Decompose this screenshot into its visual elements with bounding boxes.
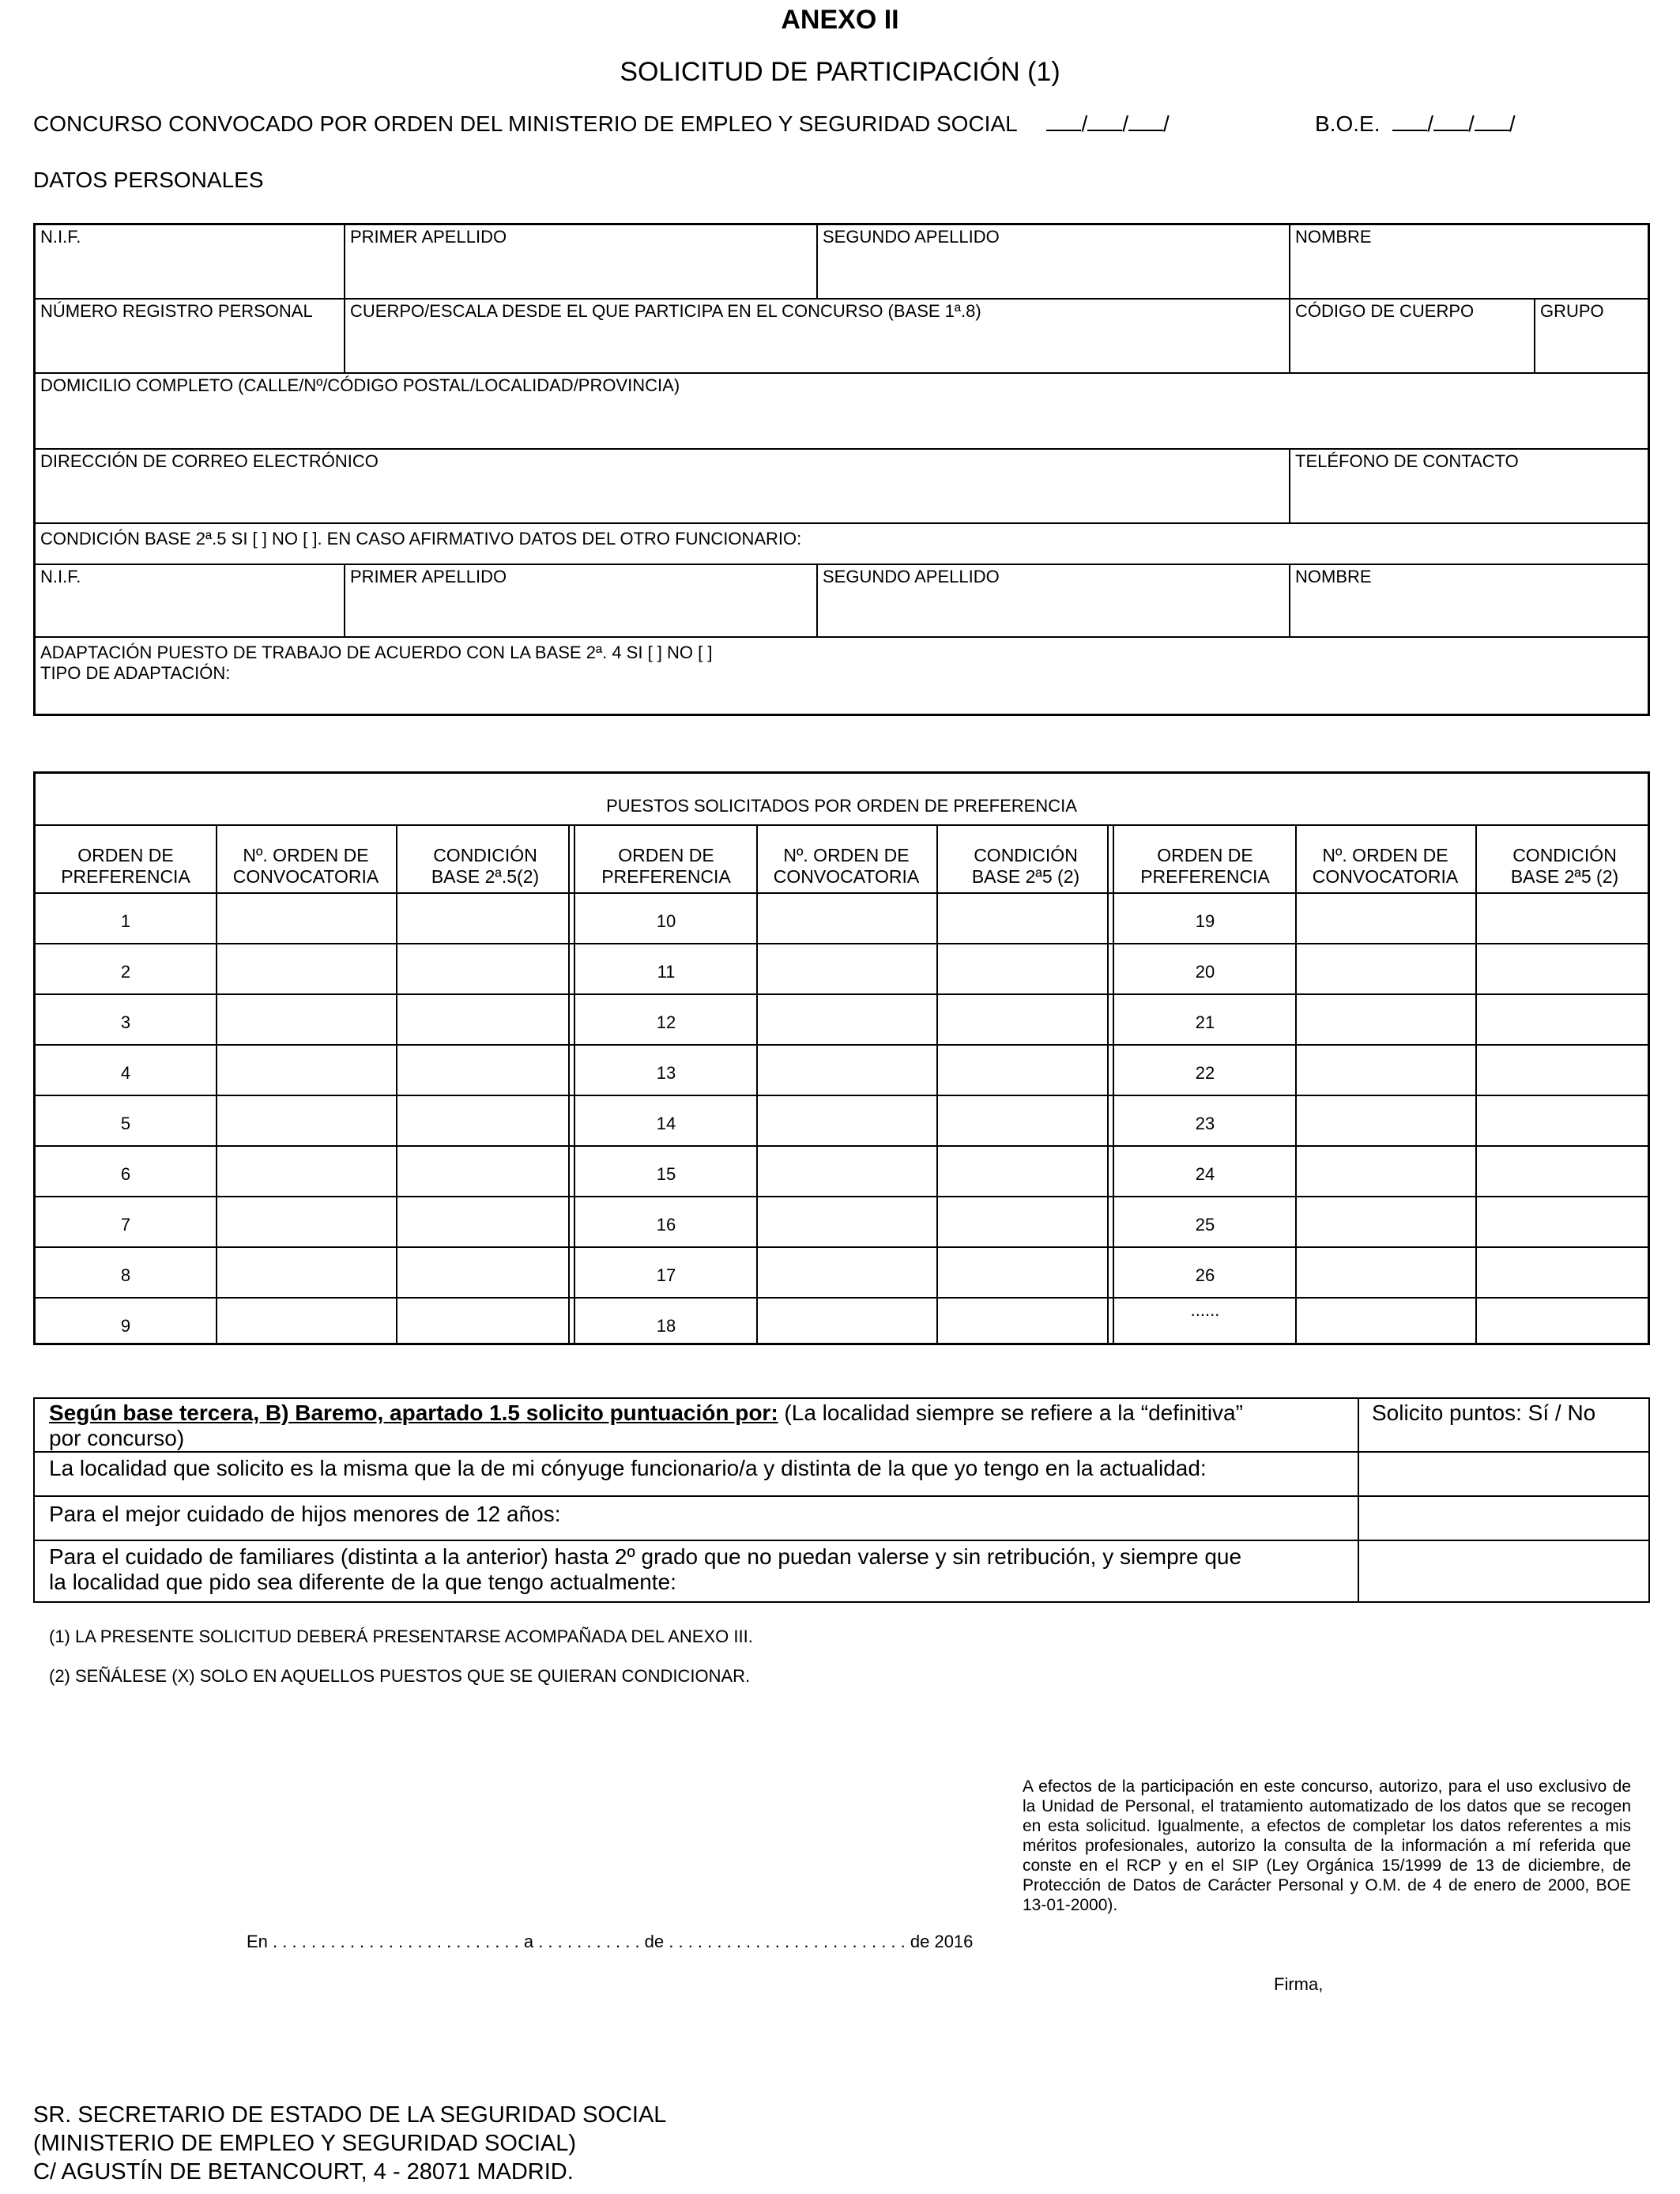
preference-number: 1	[120, 911, 131, 931]
convocatoria-input-cell[interactable]	[1297, 995, 1474, 1042]
preference-number: 8	[120, 1265, 131, 1285]
preference-number: 26	[1195, 1265, 1215, 1285]
column-header-condicion	[396, 845, 574, 888]
condicion-input-cell[interactable]	[938, 1096, 1113, 1144]
primer-apellido-field[interactable]: PRIMER APELLIDO	[350, 227, 507, 247]
condicion-input-cell[interactable]	[1477, 1046, 1652, 1093]
condicion-input-cell[interactable]	[1477, 894, 1652, 941]
condicion-input-cell[interactable]	[397, 944, 573, 992]
form-col-divider	[816, 225, 818, 298]
boe-date-blanks[interactable]: / / /	[1392, 111, 1515, 136]
convocatoria-input-cell[interactable]	[758, 1299, 935, 1346]
telefono-field[interactable]: TELÉFONO DE CONTACTO	[1295, 451, 1519, 471]
nombre-field[interactable]: NOMBRE	[1295, 227, 1372, 247]
condicion-input-cell[interactable]	[1477, 1248, 1652, 1295]
condicion-input-cell[interactable]	[938, 944, 1113, 992]
form-divider	[36, 448, 1648, 450]
convocatoria-input-cell[interactable]	[1297, 1197, 1474, 1245]
convocatoria-input-cell[interactable]	[758, 995, 935, 1042]
convocatoria-input-cell[interactable]	[217, 1147, 394, 1194]
baremo-heading-rest: (La localidad siempre se refiere a la “definitiva”	[778, 1400, 1243, 1425]
column-header-line: PREFERENCIA	[61, 866, 190, 887]
column-header-line: BASE 2ª.5(2)	[431, 866, 540, 887]
positions-table	[33, 771, 1650, 1345]
condicion-input-cell[interactable]	[938, 1299, 1113, 1346]
column-header-convocatoria	[1295, 845, 1475, 888]
preference-number: ......	[1190, 1300, 1220, 1320]
preference-number: 17	[656, 1265, 676, 1285]
convocatoria-input-cell[interactable]	[1297, 1147, 1474, 1194]
preference-number: 6	[120, 1164, 131, 1184]
condicion-input-cell[interactable]	[938, 894, 1113, 941]
condicion-input-cell[interactable]	[397, 995, 573, 1042]
codigo-cuerpo-field[interactable]: CÓDIGO DE CUERPO	[1295, 301, 1475, 321]
column-header-line: BASE 2ª5 (2)	[971, 866, 1080, 887]
condicion-input-cell[interactable]	[1477, 944, 1652, 992]
tipo-adaptacion-field[interactable]: TIPO DE ADAPTACIÓN:	[40, 663, 231, 683]
form-col-divider	[344, 564, 345, 636]
nif-otro-field[interactable]: N.I.F.	[40, 567, 81, 586]
convocatoria-input-cell[interactable]	[758, 1046, 935, 1093]
concurso-date-blanks[interactable]: / / /	[1046, 111, 1169, 136]
condicion-input-cell[interactable]	[397, 894, 573, 941]
convocatoria-input-cell[interactable]	[217, 944, 394, 992]
table-divider	[36, 824, 1648, 826]
convocatoria-input-cell[interactable]	[217, 1046, 394, 1093]
baremo-heading	[49, 1400, 1243, 1426]
preference-number: 25	[1195, 1215, 1215, 1235]
form-divider	[36, 636, 1648, 638]
condicion-input-cell[interactable]	[397, 1096, 573, 1144]
preference-number: 20	[1195, 962, 1215, 982]
preference-number: 12	[656, 1012, 676, 1032]
convocatoria-input-cell[interactable]	[758, 1197, 935, 1245]
boe-label: B.O.E.	[1315, 111, 1381, 136]
column-header-line: Nº. ORDEN DE	[1322, 845, 1448, 865]
group-separator	[568, 824, 575, 1343]
column-header-convocatoria	[216, 845, 396, 888]
condicion-input-cell[interactable]	[1477, 995, 1652, 1042]
preference-number: 11	[657, 962, 676, 982]
footnote-1: (1) LA PRESENTE SOLICITUD DEBERÁ PRESENTARSE ACOMPAÑADA DEL ANEXO III.	[49, 1627, 753, 1646]
condicion-input-cell[interactable]	[938, 1197, 1113, 1245]
boe-line	[1315, 111, 1516, 137]
condicion-input-cell[interactable]	[1477, 1299, 1652, 1346]
puntos-input-hijos[interactable]	[1359, 1497, 1648, 1538]
footnote-2: (2) SEÑÁLESE (X) SOLO EN AQUELLOS PUESTOS QUE SE QUIERAN CONDICIONAR.	[49, 1666, 751, 1686]
document-subtitle: SOLICITUD DE PARTICIPACIÓN (1)	[620, 57, 1060, 87]
preference-number: 23	[1195, 1114, 1215, 1133]
form-divider	[36, 372, 1648, 374]
convocatoria-input-cell[interactable]	[1297, 1046, 1474, 1093]
baremo-row-familiares-line2: la localidad que pido sea diferente de la que tengo actualmente:	[49, 1570, 676, 1594]
solicito-puntos-header: Solicito puntos: Sí / No	[1372, 1400, 1596, 1425]
column-header-orden	[36, 845, 216, 888]
form-divider	[36, 564, 1648, 565]
correo-field[interactable]: DIRECCIÓN DE CORREO ELECTRÓNICO	[40, 451, 379, 471]
condicion-input-cell[interactable]	[397, 1299, 573, 1346]
personal-data-form	[33, 223, 1650, 716]
column-header-line: CONVOCATORIA	[773, 866, 920, 887]
condicion-input-cell[interactable]	[938, 1248, 1113, 1295]
preference-number: 19	[1195, 911, 1215, 931]
address-line-2: (MINISTERIO DE EMPLEO Y SEGURIDAD SOCIAL)	[33, 2131, 577, 2156]
condicion-input-cell[interactable]	[397, 1197, 573, 1245]
convocatoria-input-cell[interactable]	[217, 894, 394, 941]
form-divider	[36, 522, 1648, 524]
convocatoria-input-cell[interactable]	[1297, 1096, 1474, 1144]
preference-number: 9	[120, 1316, 131, 1336]
preference-number: 15	[656, 1164, 676, 1184]
group-separator	[1107, 824, 1114, 1343]
fecha-firma-line[interactable]: En . . . . . . . . . . . . . . . . . . . . . . . . . . a . . . . . . . . . . . de . . . . . . . . . . . . . . . . . . . . . . . . . de 2016	[247, 1932, 974, 1951]
column-header-condicion	[936, 845, 1115, 888]
preference-number: 16	[656, 1215, 676, 1235]
column-header-orden	[576, 845, 756, 888]
convocatoria-input-cell[interactable]	[1297, 944, 1474, 992]
form-col-divider	[1289, 564, 1290, 636]
preference-number: 14	[656, 1114, 676, 1133]
condicion-input-cell[interactable]	[1477, 1197, 1652, 1245]
condicion-input-cell[interactable]	[1477, 1147, 1652, 1194]
nombre-otro-field[interactable]: NOMBRE	[1295, 567, 1372, 586]
baremo-table	[33, 1397, 1650, 1603]
segundo-apellido-otro-field[interactable]: SEGUNDO APELLIDO	[823, 567, 1000, 586]
column-header-line: ORDEN DE	[77, 845, 174, 865]
convocatoria-input-cell[interactable]	[758, 1147, 935, 1194]
convocatoria-input-cell[interactable]	[1297, 894, 1474, 941]
firma-label: Firma,	[1274, 1974, 1324, 1994]
segundo-apellido-field[interactable]: SEGUNDO APELLIDO	[823, 227, 1000, 247]
condicion-input-cell[interactable]	[397, 1046, 573, 1093]
concurso-text: CONCURSO CONVOCADO POR ORDEN DEL MINISTERIO DE EMPLEO Y SEGURIDAD SOCIAL	[33, 111, 1017, 136]
convocatoria-input-cell[interactable]	[1297, 1248, 1474, 1295]
convocatoria-input-cell[interactable]	[217, 1299, 394, 1346]
preference-number: 24	[1195, 1164, 1215, 1184]
column-header-line: CONDICIÓN	[433, 845, 537, 865]
column-header-line: Nº. ORDEN DE	[243, 845, 369, 865]
condicion-input-cell[interactable]	[1477, 1096, 1652, 1144]
column-header-line: Nº. ORDEN DE	[783, 845, 910, 865]
form-col-divider	[1289, 225, 1290, 372]
convocatoria-input-cell[interactable]	[758, 1096, 935, 1144]
column-header-line: ORDEN DE	[1157, 845, 1253, 865]
preference-number: 13	[656, 1063, 676, 1083]
column-header-line: CONDICIÓN	[1512, 845, 1617, 865]
condicion-input-cell[interactable]	[397, 1147, 573, 1194]
positions-caption: PUESTOS SOLICITADOS POR ORDEN DE PREFERENCIA	[606, 796, 1077, 816]
baremo-heading-bold: Según base tercera, B) Baremo, apartado 1.5 solicito puntuación por:	[49, 1400, 778, 1425]
document-title: ANEXO II	[781, 5, 899, 35]
column-header-line: ORDEN DE	[618, 845, 714, 865]
baremo-row-hijos: Para el mejor cuidado de hijos menores de 12 años:	[49, 1502, 561, 1526]
form-divider	[36, 298, 1648, 300]
baremo-heading-line2: por concurso)	[49, 1426, 185, 1450]
convocatoria-input-cell[interactable]	[217, 1197, 394, 1245]
form-col-divider	[1534, 298, 1535, 372]
preference-number: 18	[656, 1316, 676, 1336]
preference-number: 21	[1195, 1012, 1215, 1032]
preference-number: 3	[120, 1012, 131, 1032]
convocatoria-input-cell[interactable]	[758, 944, 935, 992]
condicion-input-cell[interactable]	[938, 1046, 1113, 1093]
cuerpo-field[interactable]: CUERPO/ESCALA DESDE EL QUE PARTICIPA EN EL CONCURSO (BASE 1ª.8)	[350, 301, 981, 321]
baremo-row-conyuge: La localidad que solicito es la misma que la de mi cónyuge funcionario/a y distinta de la que yo tengo en la actualidad:	[49, 1456, 1207, 1480]
convocatoria-input-cell[interactable]	[217, 1096, 394, 1144]
preference-number: 4	[120, 1063, 131, 1083]
convocatoria-input-cell[interactable]	[758, 894, 935, 941]
address-line-1: SR. SECRETARIO DE ESTADO DE LA SEGURIDAD SOCIAL	[33, 2102, 667, 2128]
convocatoria-input-cell[interactable]	[1297, 1299, 1474, 1346]
form-col-divider	[816, 564, 818, 636]
convocatoria-input-cell[interactable]	[758, 1248, 935, 1295]
condicion-input-cell[interactable]	[397, 1248, 573, 1295]
column-header-orden	[1115, 845, 1295, 888]
preference-number: 2	[120, 962, 131, 982]
convocatoria-input-cell[interactable]	[217, 1248, 394, 1295]
column-header-line: CONVOCATORIA	[232, 866, 379, 887]
address-line-3: C/ AGUSTÍN DE BETANCOURT, 4 - 28071 MADRID.	[33, 2159, 574, 2185]
column-header-condicion	[1475, 845, 1654, 888]
grupo-field[interactable]: GRUPO	[1540, 301, 1604, 321]
column-header-line: PREFERENCIA	[601, 866, 731, 887]
preference-number: 22	[1195, 1063, 1215, 1083]
puntos-input-familiares[interactable]	[1359, 1541, 1648, 1601]
condicion-input-cell[interactable]	[938, 995, 1113, 1042]
form-col-divider	[1289, 448, 1290, 522]
nif-field[interactable]: N.I.F.	[40, 227, 81, 247]
legal-consent-text: A efectos de la participación en este concurso, autorizo, para el uso exclusivo de la Unidad de Personal, el tratamiento automatizado de los datos que se recogen en esta solicitud. Igualmente, a efectos de completar los datos referentes a mis méritos profesionales, autorizo la consulta de la información a mí referida que conste en el RCP y en el SIP (Ley Orgánica 15/1999 de 13 de diciembre, de Protección de Datos de Carácter Personal y O.M. de 4 de enero de 2000, BOE 13-01-2000).	[1023, 1777, 1631, 1914]
column-header-convocatoria	[756, 845, 936, 888]
domicilio-field[interactable]: DOMICILIO COMPLETO (CALLE/Nº/CÓDIGO POSTAL/LOCALIDAD/PROVINCIA)	[40, 375, 680, 395]
primer-apellido-otro-field[interactable]: PRIMER APELLIDO	[350, 567, 507, 586]
condicion-input-cell[interactable]	[938, 1147, 1113, 1194]
baremo-row-familiares: Para el cuidado de familiares (distinta a la anterior) hasta 2º grado que no puedan valerse y sin retribución, y siempre que	[49, 1544, 1242, 1569]
column-header-line: PREFERENCIA	[1140, 866, 1270, 887]
condicion-base-field[interactable]: CONDICIÓN BASE 2ª.5 SI [ ] NO [ ]. EN CASO AFIRMATIVO DATOS DEL OTRO FUNCIONARIO:	[40, 529, 802, 548]
column-header-line: BASE 2ª5 (2)	[1510, 866, 1619, 887]
concurso-line	[33, 111, 1170, 137]
puntos-input-conyuge[interactable]	[1359, 1453, 1648, 1494]
preference-number: 5	[120, 1114, 131, 1133]
preference-number: 10	[656, 911, 676, 931]
nrp-field[interactable]: NÚMERO REGISTRO PERSONAL	[40, 301, 313, 321]
preference-number: 7	[120, 1215, 131, 1235]
column-header-line: CONVOCATORIA	[1312, 866, 1459, 887]
column-header-line: CONDICIÓN	[974, 845, 1078, 865]
form-col-divider	[344, 225, 345, 372]
section-title-datos-personales: DATOS PERSONALES	[33, 168, 264, 192]
convocatoria-input-cell[interactable]	[217, 995, 394, 1042]
adaptacion-field[interactable]: ADAPTACIÓN PUESTO DE TRABAJO DE ACUERDO CON LA BASE 2ª. 4 SI [ ] NO [ ]	[40, 643, 713, 662]
